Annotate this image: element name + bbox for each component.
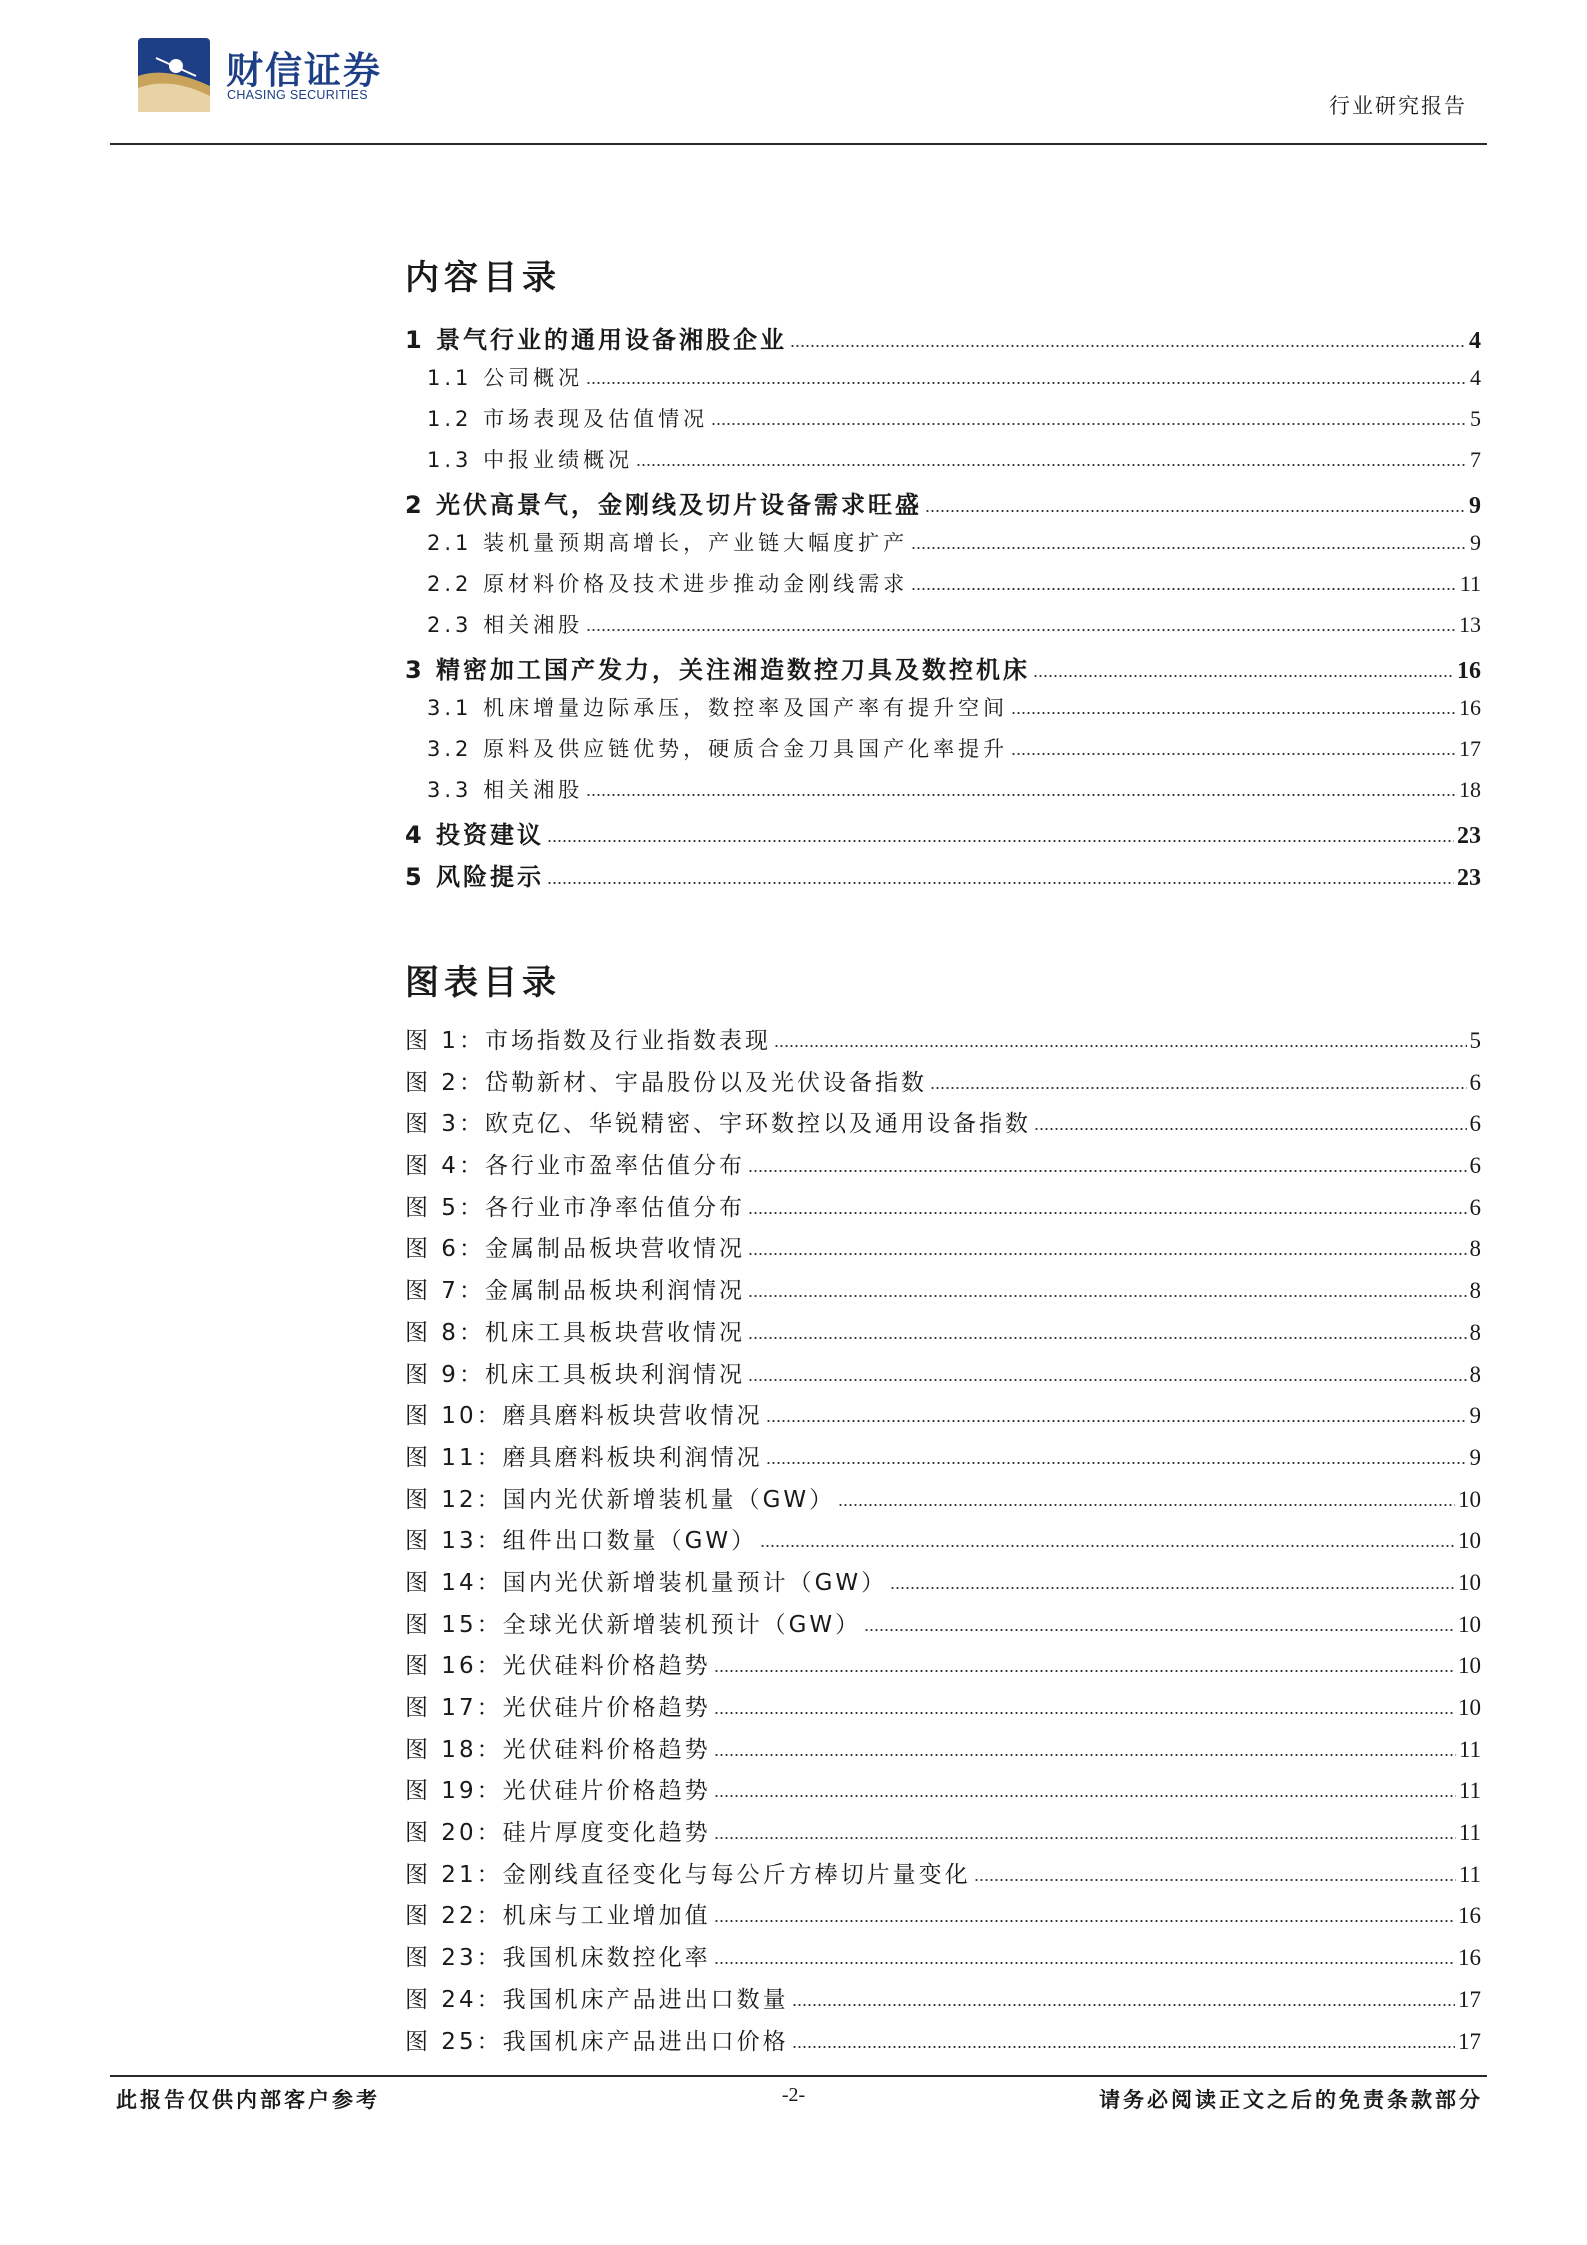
figure-entry[interactable]: 图 23：我国机床数控化率 16: [405, 1945, 1481, 1972]
figure-entry[interactable]: 图 9：机床工具板块利润情况 8: [405, 1361, 1481, 1388]
figure-entry[interactable]: 图 6：金属制品板块营收情况 8: [405, 1236, 1481, 1263]
figure-entry[interactable]: 图 13：组件出口数量（GW） 10: [405, 1528, 1481, 1555]
toc-entry[interactable]: 5 风险提示 23: [405, 863, 1481, 891]
figure-entry[interactable]: 图 3：欧克亿、华锐精密、宇环数控以及通用设备指数 6: [405, 1111, 1481, 1138]
figure-entry[interactable]: 图 18：光伏硅料价格趋势 11: [405, 1736, 1481, 1763]
report-type: 行业研究报告: [1329, 94, 1467, 118]
toc-entry[interactable]: 1.1 公司概况 4: [427, 365, 1481, 390]
figure-entry[interactable]: 图 7：金属制品板块利润情况 8: [405, 1278, 1481, 1305]
toc-entry[interactable]: 2.2 原材料价格及技术进步推动金刚线需求 11: [427, 571, 1481, 596]
figure-entry[interactable]: 图 16：光伏硅料价格趋势 10: [405, 1653, 1481, 1680]
figure-entry[interactable]: 图 4：各行业市盈率估值分布 6: [405, 1153, 1481, 1180]
figure-entry[interactable]: 图 21：金刚线直径变化与每公斤方棒切片量变化 11: [405, 1861, 1481, 1888]
footer-disclaimer: 此报告仅供内部客户参考: [116, 2088, 380, 2112]
company-logo: [136, 36, 396, 116]
toc-list: [405, 320, 1481, 899]
logo-emblem-icon: [136, 36, 212, 114]
toc-entry[interactable]: 1.2 市场表现及估值情况 5: [427, 406, 1481, 431]
toc-entry[interactable]: 2.3 相关湘股 13: [427, 612, 1481, 637]
page-number: -2-: [781, 2084, 806, 2106]
figure-entry[interactable]: 图 11：磨具磨料板块利润情况 9: [405, 1444, 1481, 1471]
logo-chinese-name: 财信证券: [226, 49, 382, 92]
figure-entry[interactable]: 图 19：光伏硅片价格趋势 11: [405, 1778, 1481, 1805]
toc-entry[interactable]: 3.1 机床增量边际承压，数控率及国产率有提升空间 16: [427, 695, 1481, 720]
figure-entry[interactable]: 图 15：全球光伏新增装机预计（GW） 10: [405, 1611, 1481, 1638]
figures-title: 图表目录: [405, 963, 561, 1003]
figure-entry[interactable]: 图 24：我国机床产品进出口数量 17: [405, 1986, 1481, 2013]
toc-entry[interactable]: 3.3 相关湘股 18: [427, 777, 1481, 802]
logo-english-name: CHASING SECURITIES: [227, 88, 368, 102]
figures-list: [405, 1022, 1481, 2064]
figure-entry[interactable]: 图 25：我国机床产品进出口价格 17: [405, 2028, 1481, 2055]
footer-notice: 请务必阅读正文之后的免责条款部分: [1099, 2088, 1483, 2112]
figure-entry[interactable]: 图 12：国内光伏新增装机量（GW） 10: [405, 1486, 1481, 1513]
figure-entry[interactable]: 图 8：机床工具板块营收情况 8: [405, 1319, 1481, 1346]
toc-entry[interactable]: 4 投资建议 23: [405, 821, 1481, 849]
toc-entry[interactable]: 3 精密加工国产发力，关注湘造数控刀具及数控机床 16: [405, 656, 1481, 684]
toc-entry[interactable]: 2.1 装机量预期高增长，产业链大幅度扩产 9: [427, 530, 1481, 555]
figure-entry[interactable]: 图 1：市场指数及行业指数表现 5: [405, 1028, 1481, 1054]
header-divider: [110, 143, 1487, 145]
figure-entry[interactable]: 图 14：国内光伏新增装机量预计（GW） 10: [405, 1569, 1481, 1596]
figure-entry[interactable]: 图 17：光伏硅片价格趋势 10: [405, 1695, 1481, 1721]
footer-divider: [110, 2075, 1487, 2077]
toc-title: 内容目录: [405, 258, 561, 298]
figure-entry[interactable]: 图 10：磨具磨料板块营收情况 9: [405, 1403, 1481, 1430]
toc-entry[interactable]: 1 景气行业的通用设备湘股企业 4: [405, 326, 1481, 354]
toc-entry[interactable]: 1.3 中报业绩概况 7: [427, 447, 1481, 472]
toc-entry[interactable]: 2 光伏高景气，金刚线及切片设备需求旺盛 9: [405, 491, 1481, 519]
figure-entry[interactable]: 图 22：机床与工业增加值 16: [405, 1903, 1481, 1930]
figure-entry[interactable]: 图 2：岱勒新材、宇晶股份以及光伏设备指数 6: [405, 1069, 1481, 1096]
toc-entry[interactable]: 3.2 原料及供应链优势，硬质合金刀具国产化率提升 17: [427, 736, 1481, 761]
figure-entry[interactable]: 图 5：各行业市净率估值分布 6: [405, 1194, 1481, 1221]
figure-entry[interactable]: 图 20：硅片厚度变化趋势 11: [405, 1820, 1481, 1847]
